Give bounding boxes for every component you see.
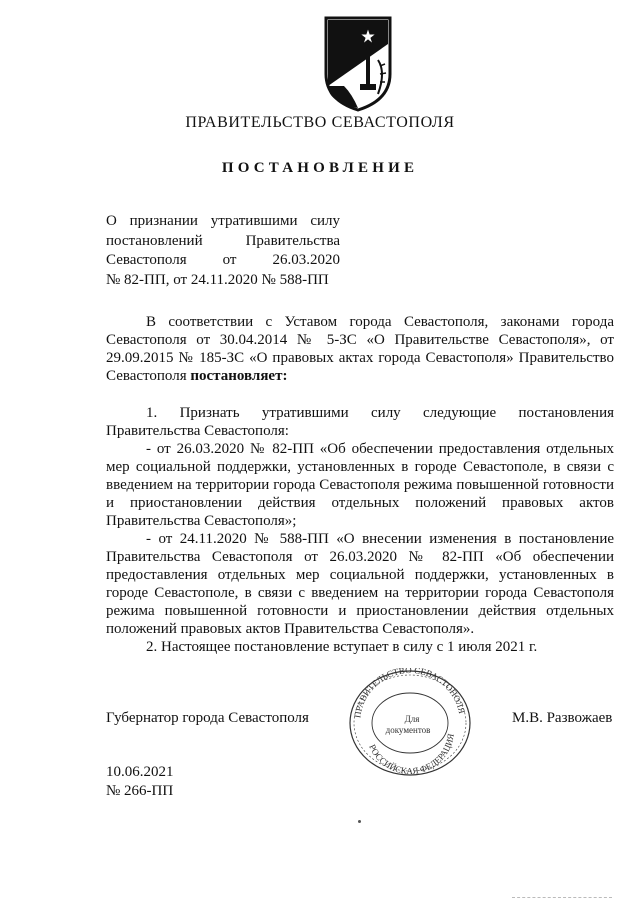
signatory-name: М.В. Развожаев [512,710,613,726]
preamble-paragraph [106,313,614,385]
organization-name: ПРАВИТЕЛЬСТВО СЕВАСТОПОЛЯ [185,114,455,131]
document-type-title: ПОСТАНОВЛЕНИЕ [221,160,419,176]
resolution-items [106,404,614,656]
official-seal-icon [346,668,474,778]
item-1-subitem-a: - от 26.03.2020 № 82-ПП «Об обеспечении предоставления отдельных мер социальной поддержки, установленных в городе Севастополе, в связи с введением на территории города Севастополя режима повышенной готовности и приостановлении действия отдельных положений правовых актов Правительства Севастополя»; [106,441,614,529]
subject-line: постановлений Правительства [106,232,340,249]
seal-center-line-2: документов [385,725,431,735]
item-2: 2. Настоящее постановление вступает в силу с 1 июля 2021 г. [146,639,538,655]
subject-line: № 82-ПП, от 24.11.2020 № 588-ПП [106,271,329,288]
document-subject [106,212,340,290]
coat-of-arms-icon [322,14,394,114]
item-1-intro: 1. Признать утратившими силу следующие постановления Правительства Севастополя: [106,405,614,439]
preamble-resolves: постановляет: [190,368,288,384]
subject-line: Севастополя от 26.03.2020 [106,252,340,268]
document-number: № 266-ПП [106,783,174,799]
scan-speck [358,820,361,823]
seal-center-line-1: Для [404,714,420,724]
signatory-position: Губернатор города Севастополя [106,710,309,726]
svg-text:ПРАВИТЕЛЬСТВО СЕВАСТОПОЛЯ: ПРАВИТЕЛЬСТВО СЕВАСТОПОЛЯ [352,668,468,719]
item-1-subitem-b: - от 24.11.2020 № 588-ПП «О внесении изменения в постановление Правительства Севастополя от 26.03.2020 № 82-ПП «Об обеспечении предоставления отдельных мер социальной поддержки, установленных в городе Севастополе, в связи с введением на территории города Севастополя режима повышенной готовности и приостановлении действия отдельных положений правовых актов Правительства Севастополя». [106,531,614,637]
page-edge-mark [512,897,612,898]
svg-text:РОССИЙСКАЯ ФЕДЕРАЦИЯ: РОССИЙСКАЯ ФЕДЕРАЦИЯ [367,732,456,777]
subject-line: О признании утратившими силу [106,213,340,229]
preamble-text: В соответствии с Уставом города Севастополя, законами города Севастополя от 30.04.2014 № 5-ЗС «О Правительстве Севастополя», от 29.09.2015 № 185-ЗС «О правовых актах города Севастополя» Правительство Севастополя [106,314,614,384]
document-date-number [106,763,174,801]
document-date: 10.06.2021 [106,764,174,780]
